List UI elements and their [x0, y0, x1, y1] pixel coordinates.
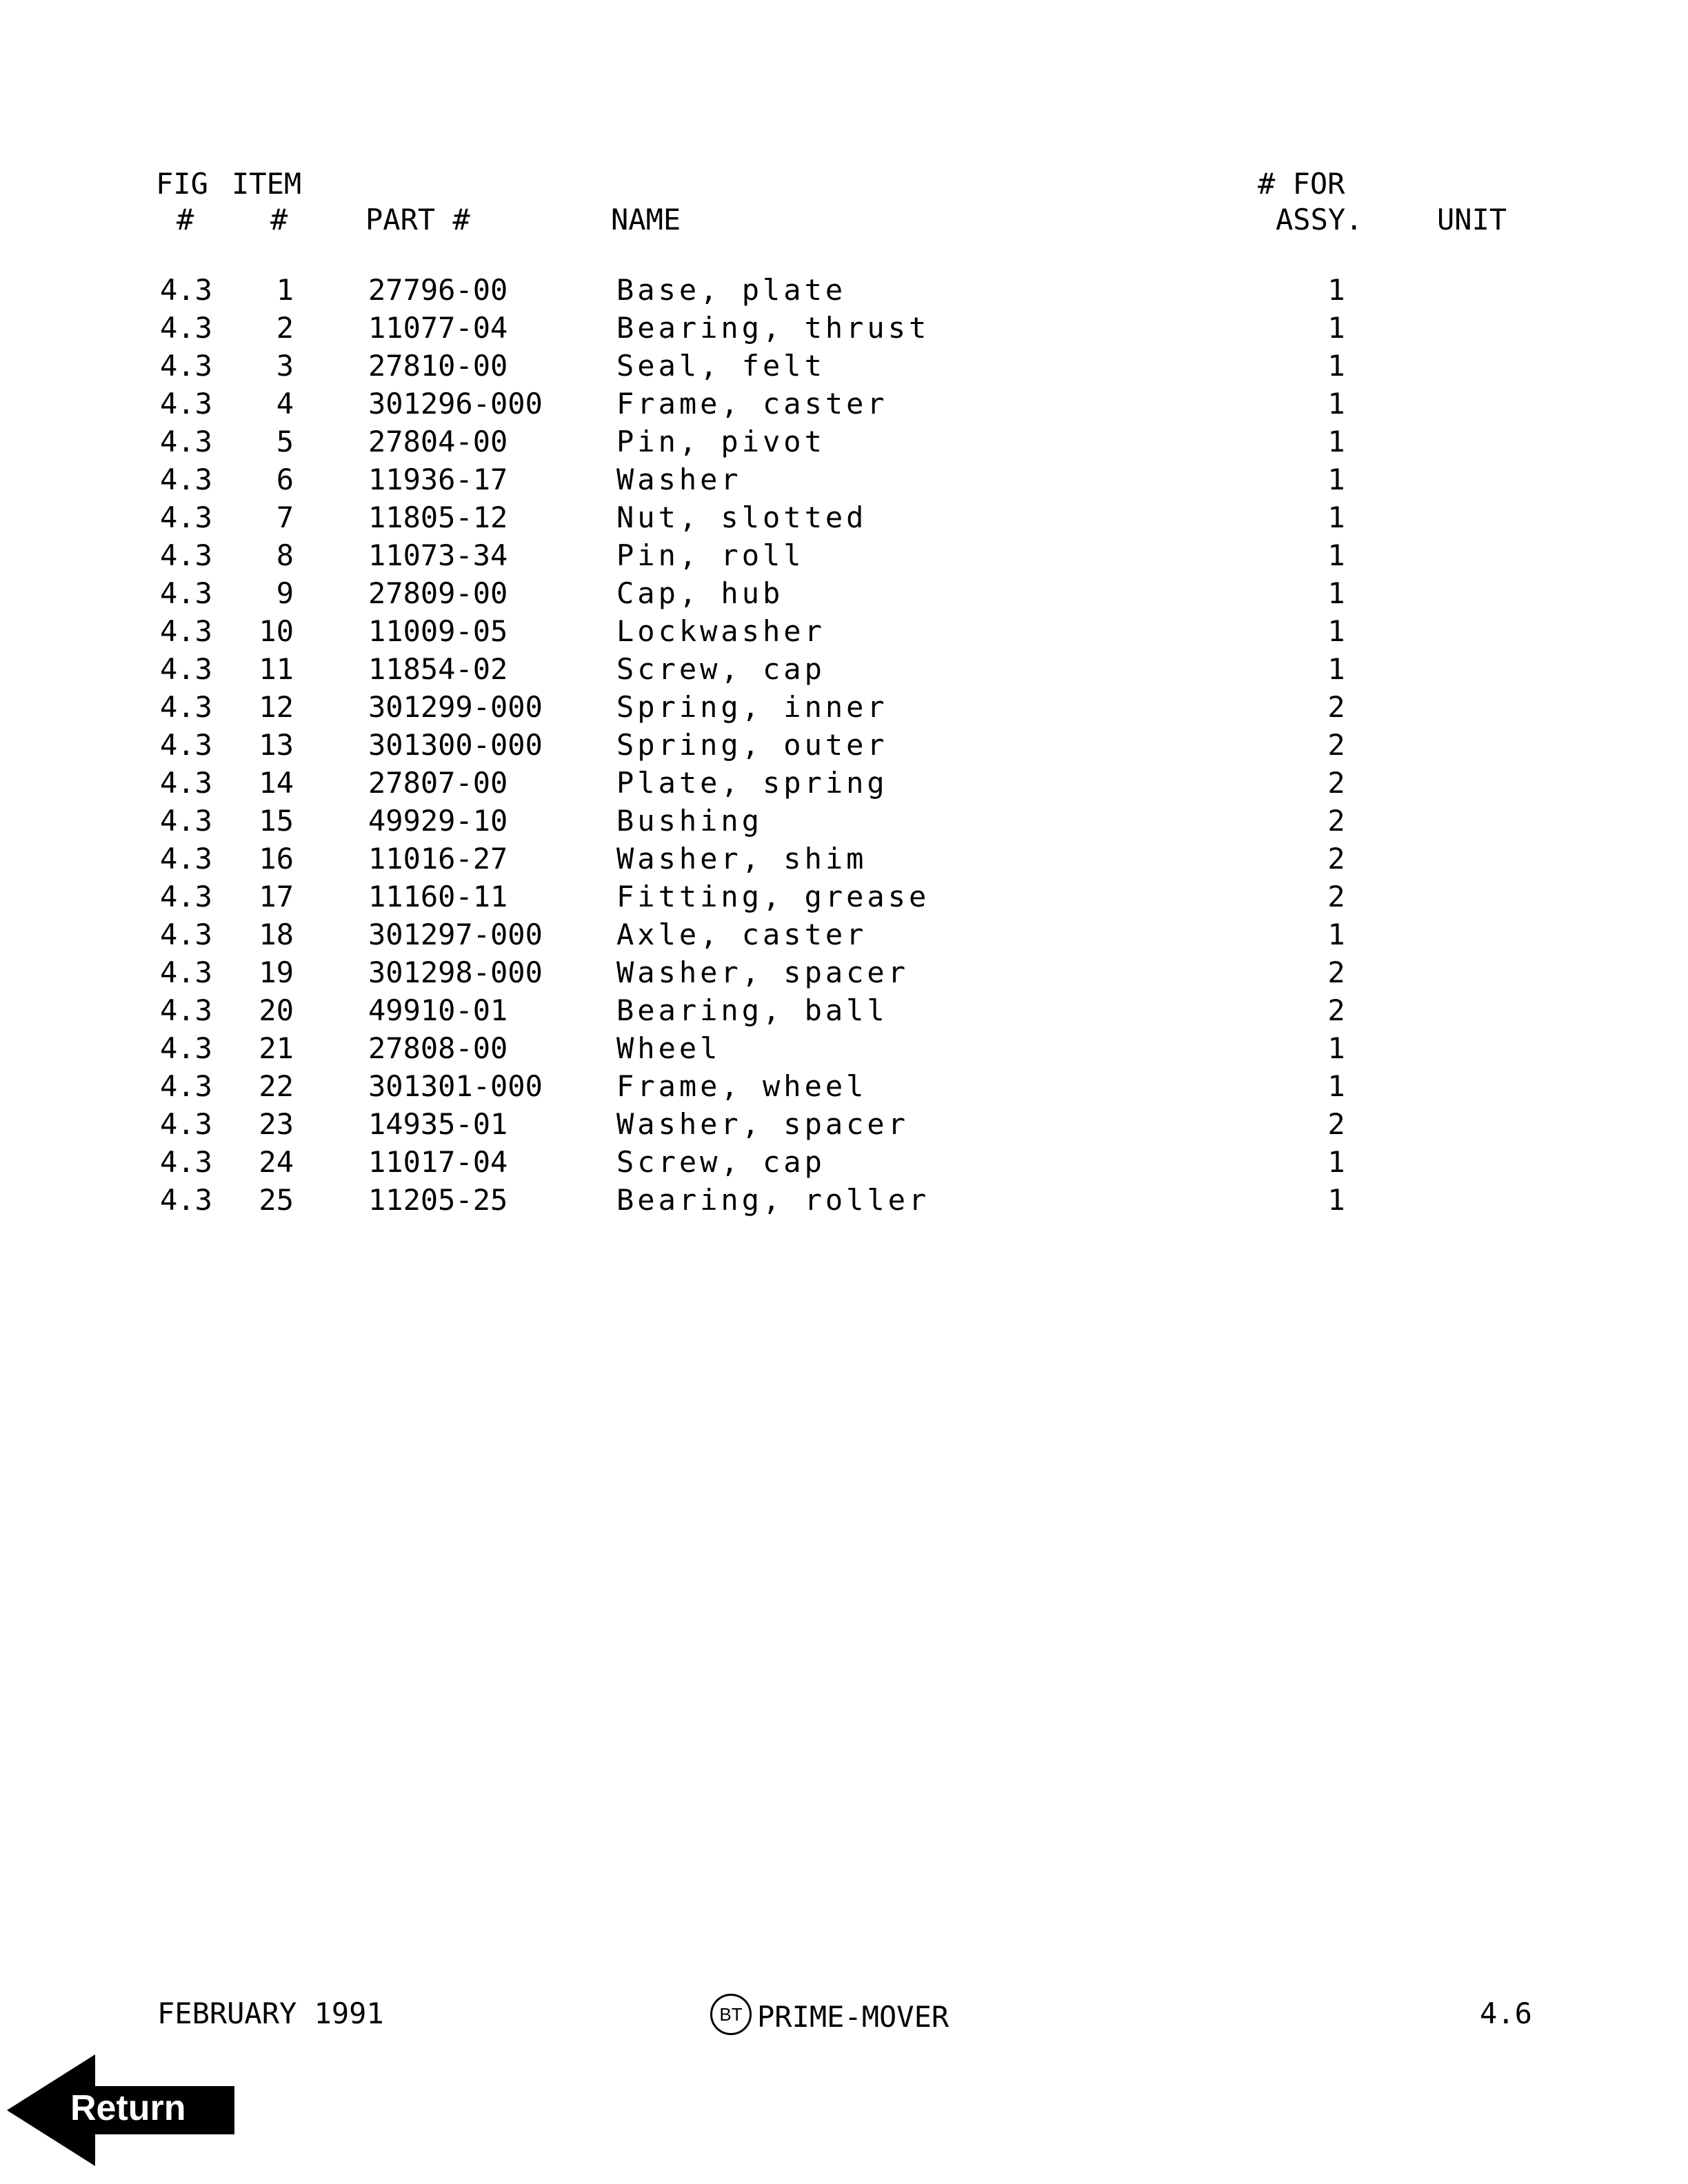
fig-cell: 4.3 [160, 880, 212, 913]
quantity-cell: 2 [1327, 1107, 1345, 1141]
part-name-cell: Spring, outer [616, 728, 888, 762]
part-name-cell: Lockwasher [616, 614, 825, 648]
quantity-cell: 1 [1327, 1183, 1345, 1217]
part-number-cell: 11160-11 [368, 880, 508, 913]
item-cell: 4 [276, 387, 294, 421]
fig-cell: 4.3 [160, 311, 212, 345]
quantity-cell: 1 [1327, 425, 1345, 458]
header-unit: UNIT [1437, 203, 1507, 236]
fig-cell: 4.3 [160, 387, 212, 421]
table-row [0, 311, 1688, 352]
footer-date: FEBRUARY 1991 [157, 1996, 384, 2030]
item-cell: 10 [259, 614, 294, 648]
header-item-line1: ITEM [232, 167, 302, 201]
part-name-cell: Pin, pivot [616, 425, 825, 458]
part-number-cell: 11073-34 [368, 538, 508, 572]
part-number-cell: 11016-27 [368, 842, 508, 876]
part-name-cell: Seal, felt [616, 349, 825, 383]
table-row [0, 427, 1688, 465]
item-cell: 15 [259, 804, 294, 838]
item-cell: 21 [259, 1031, 294, 1065]
fig-cell: 4.3 [160, 918, 212, 951]
footer-brand-name: PRIME-MOVER [757, 2000, 950, 2034]
header-fig-line2: # [177, 203, 194, 236]
table-row [0, 503, 1688, 541]
part-number-cell: 14935-01 [368, 1107, 508, 1141]
table-row [0, 1031, 1688, 1072]
part-name-cell: Fitting, grease [616, 880, 930, 913]
part-number-cell: 301297-000 [368, 918, 543, 951]
part-number-cell: 301296-000 [368, 387, 543, 421]
part-name-cell: Wheel [616, 1031, 721, 1065]
fig-cell: 4.3 [160, 614, 212, 648]
fig-cell: 4.3 [160, 1069, 212, 1103]
quantity-cell: 2 [1327, 766, 1345, 800]
header-part: PART # [365, 203, 470, 236]
part-number-cell: 11854-02 [368, 652, 508, 686]
part-number-cell: 11017-04 [368, 1145, 508, 1179]
part-name-cell: Washer, shim [616, 842, 867, 876]
part-name-cell: Bearing, ball [616, 993, 888, 1027]
part-name-cell: Washer, spacer [616, 956, 910, 989]
part-number-cell: 11936-17 [368, 463, 508, 496]
table-row [0, 1145, 1688, 1186]
footer-page-number: 4.6 [1480, 1996, 1532, 2030]
part-name-cell: Base, plate [616, 273, 847, 307]
part-name-cell: Spring, inner [616, 690, 888, 724]
table-row [0, 465, 1688, 503]
table-row [0, 1107, 1688, 1148]
part-number-cell: 27804-00 [368, 425, 508, 458]
fig-cell: 4.3 [160, 728, 212, 762]
part-number-cell: 301299-000 [368, 690, 543, 724]
fig-cell: 4.3 [160, 576, 212, 610]
quantity-cell: 2 [1327, 993, 1345, 1027]
quantity-cell: 1 [1327, 614, 1345, 648]
item-cell: 19 [259, 956, 294, 989]
item-cell: 12 [259, 690, 294, 724]
table-row [0, 538, 1688, 579]
table-row [0, 842, 1688, 882]
header-qty-line1: # FOR [1258, 167, 1345, 201]
part-number-cell: 301301-000 [368, 1069, 543, 1103]
item-cell: 16 [259, 842, 294, 876]
item-cell: 6 [276, 463, 294, 496]
header-qty-line2: ASSY. [1276, 203, 1363, 236]
quantity-cell: 2 [1327, 690, 1345, 724]
parts-list [0, 273, 1688, 1224]
part-number-cell: 11009-05 [368, 614, 508, 648]
part-number-cell: 49929-10 [368, 804, 508, 838]
table-row [0, 652, 1688, 693]
item-cell: 1 [276, 273, 294, 307]
part-number-cell: 27808-00 [368, 1031, 508, 1065]
header-fig-line1: FIG [156, 167, 208, 201]
item-cell: 11 [259, 652, 294, 686]
part-name-cell: Washer [616, 463, 742, 496]
table-row [0, 349, 1688, 390]
item-cell: 22 [259, 1069, 294, 1103]
quantity-cell: 2 [1327, 804, 1345, 838]
return-button[interactable] [7, 2054, 234, 2166]
part-name-cell: Bushing [616, 804, 763, 838]
table-row [0, 804, 1688, 845]
table-row [0, 1069, 1688, 1110]
quantity-cell: 1 [1327, 1069, 1345, 1103]
part-number-cell: 301298-000 [368, 956, 543, 989]
item-cell: 23 [259, 1107, 294, 1141]
part-number-cell: 27807-00 [368, 766, 508, 800]
fig-cell: 4.3 [160, 690, 212, 724]
fig-cell: 4.3 [160, 1031, 212, 1065]
fig-cell: 4.3 [160, 538, 212, 572]
item-cell: 14 [259, 766, 294, 800]
table-row [0, 958, 1688, 996]
fig-cell: 4.3 [160, 1145, 212, 1179]
part-number-cell: 301300-000 [368, 728, 543, 762]
fig-cell: 4.3 [160, 501, 212, 534]
table-row [0, 387, 1688, 427]
item-cell: 24 [259, 1145, 294, 1179]
part-name-cell: Axle, caster [616, 918, 867, 951]
fig-cell: 4.3 [160, 463, 212, 496]
quantity-cell: 1 [1327, 463, 1345, 496]
fig-cell: 4.3 [160, 993, 212, 1027]
quantity-cell: 1 [1327, 652, 1345, 686]
part-name-cell: Cap, hub [616, 576, 784, 610]
part-number-cell: 27796-00 [368, 273, 508, 307]
footer-brand [710, 1999, 949, 2035]
item-cell: 3 [276, 349, 294, 383]
quantity-cell: 1 [1327, 1031, 1345, 1065]
part-name-cell: Bearing, thrust [616, 311, 930, 345]
quantity-cell: 1 [1327, 1145, 1345, 1179]
part-name-cell: Bearing, roller [616, 1183, 930, 1217]
fig-cell: 4.3 [160, 766, 212, 800]
fig-cell: 4.3 [160, 1183, 212, 1217]
quantity-cell: 1 [1327, 576, 1345, 610]
item-cell: 25 [259, 1183, 294, 1217]
table-row [0, 1183, 1688, 1224]
table-row [0, 690, 1688, 731]
part-name-cell: Washer, spacer [616, 1107, 910, 1141]
quantity-cell: 1 [1327, 387, 1345, 421]
table-row [0, 614, 1688, 655]
fig-cell: 4.3 [160, 804, 212, 838]
table-row [0, 920, 1688, 958]
part-number-cell: 11205-25 [368, 1183, 508, 1217]
item-cell: 8 [276, 538, 294, 572]
item-cell: 7 [276, 501, 294, 534]
quantity-cell: 1 [1327, 273, 1345, 307]
fig-cell: 4.3 [160, 842, 212, 876]
table-row [0, 882, 1688, 920]
part-number-cell: 49910-01 [368, 993, 508, 1027]
table-row [0, 728, 1688, 769]
part-name-cell: Nut, slotted [616, 501, 867, 534]
part-name-cell: Plate, spring [616, 766, 888, 800]
table-row [0, 993, 1688, 1034]
part-number-cell: 27809-00 [368, 576, 508, 610]
item-cell: 2 [276, 311, 294, 345]
part-number-cell: 11805-12 [368, 501, 508, 534]
fig-cell: 4.3 [160, 425, 212, 458]
fig-cell: 4.3 [160, 1107, 212, 1141]
quantity-cell: 1 [1327, 311, 1345, 345]
part-name-cell: Screw, cap [616, 1145, 825, 1179]
item-cell: 17 [259, 880, 294, 913]
header-name: NAME [611, 203, 681, 236]
part-name-cell: Frame, caster [616, 387, 888, 421]
quantity-cell: 2 [1327, 880, 1345, 913]
part-number-cell: 11077-04 [368, 311, 508, 345]
item-cell: 5 [276, 425, 294, 458]
quantity-cell: 2 [1327, 956, 1345, 989]
part-number-cell: 27810-00 [368, 349, 508, 383]
quantity-cell: 1 [1327, 918, 1345, 951]
bt-logo-icon: BT [710, 1994, 752, 2035]
quantity-cell: 1 [1327, 501, 1345, 534]
part-name-cell: Frame, wheel [616, 1069, 867, 1103]
fig-cell: 4.3 [160, 652, 212, 686]
item-cell: 20 [259, 993, 294, 1027]
item-cell: 18 [259, 918, 294, 951]
quantity-cell: 1 [1327, 349, 1345, 383]
header-item-line2: # [270, 203, 288, 236]
item-cell: 13 [259, 728, 294, 762]
table-row [0, 273, 1688, 314]
part-name-cell: Screw, cap [616, 652, 825, 686]
fig-cell: 4.3 [160, 273, 212, 307]
quantity-cell: 2 [1327, 728, 1345, 762]
quantity-cell: 1 [1327, 538, 1345, 572]
fig-cell: 4.3 [160, 349, 212, 383]
table-row [0, 576, 1688, 617]
part-name-cell: Pin, roll [616, 538, 805, 572]
fig-cell: 4.3 [160, 956, 212, 989]
item-cell: 9 [276, 576, 294, 610]
table-row [0, 766, 1688, 807]
return-label: Return [70, 2088, 186, 2128]
quantity-cell: 2 [1327, 842, 1345, 876]
